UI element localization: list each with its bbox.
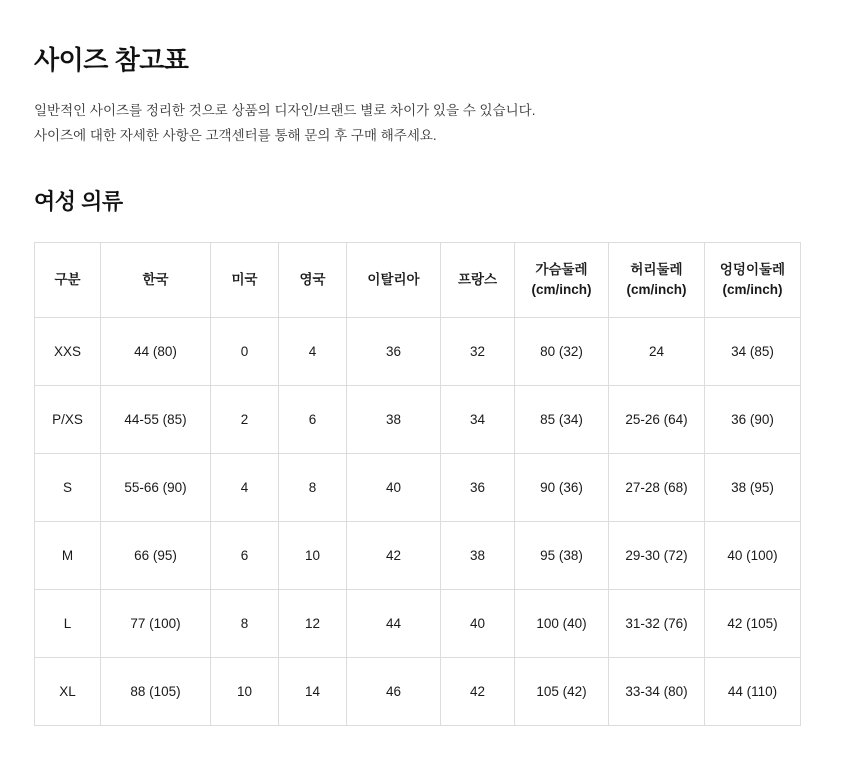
cell-france: 34 xyxy=(441,385,515,453)
cell-italy: 46 xyxy=(347,657,441,725)
cell-italy: 42 xyxy=(347,521,441,589)
cell-size-label: M xyxy=(35,521,101,589)
cell-waist: 25-26 (64) xyxy=(609,385,705,453)
cell-bust: 85 (34) xyxy=(515,385,609,453)
cell-korea: 88 (105) xyxy=(101,657,211,725)
column-header-uk xyxy=(279,242,347,317)
cell-bust: 95 (38) xyxy=(515,521,609,589)
cell-bust: 100 (40) xyxy=(515,589,609,657)
cell-france: 36 xyxy=(441,453,515,521)
column-header-label: 프랑스 xyxy=(457,272,498,288)
cell-bust: 90 (36) xyxy=(515,453,609,521)
cell-hip: 44 (110) xyxy=(705,657,801,725)
cell-italy: 40 xyxy=(347,453,441,521)
cell-italy: 38 xyxy=(347,385,441,453)
column-header-label: 엉덩이둘레 xyxy=(719,262,786,278)
column-header-unit: (cm/inch) xyxy=(722,281,783,297)
cell-hip: 34 (85) xyxy=(705,317,801,385)
cell-bust: 105 (42) xyxy=(515,657,609,725)
column-header-korea xyxy=(101,242,211,317)
cell-uk: 4 xyxy=(279,317,347,385)
cell-usa: 4 xyxy=(211,453,279,521)
cell-size-label: L xyxy=(35,589,101,657)
cell-bust: 80 (32) xyxy=(515,317,609,385)
size-chart-table xyxy=(34,242,801,726)
cell-uk: 6 xyxy=(279,385,347,453)
cell-hip: 40 (100) xyxy=(705,521,801,589)
cell-waist: 29-30 (72) xyxy=(609,521,705,589)
table-row xyxy=(35,385,801,453)
cell-italy: 44 xyxy=(347,589,441,657)
table-row xyxy=(35,521,801,589)
cell-waist: 24 xyxy=(609,317,705,385)
cell-size-label: XXS xyxy=(35,317,101,385)
cell-uk: 14 xyxy=(279,657,347,725)
cell-france: 42 xyxy=(441,657,515,725)
intro-line-2: 사이즈에 대한 자세한 사항은 고객센터를 통해 문의 후 구매 해주세요. xyxy=(34,127,437,143)
cell-korea: 44-55 (85) xyxy=(101,385,211,453)
intro-paragraph xyxy=(34,99,826,149)
column-header-unit: (cm/inch) xyxy=(531,281,592,297)
cell-waist: 27-28 (68) xyxy=(609,453,705,521)
cell-size-label: XL xyxy=(35,657,101,725)
cell-usa: 6 xyxy=(211,521,279,589)
table-row xyxy=(35,317,801,385)
cell-korea: 55-66 (90) xyxy=(101,453,211,521)
column-header-label: 가슴둘레 xyxy=(535,262,588,278)
table-row xyxy=(35,657,801,725)
column-header-label: 구분 xyxy=(54,272,81,288)
cell-usa: 2 xyxy=(211,385,279,453)
cell-france: 32 xyxy=(441,317,515,385)
column-header-bust xyxy=(515,242,609,317)
column-header-label: 미국 xyxy=(231,272,258,288)
column-header-label: 한국 xyxy=(142,272,169,288)
cell-uk: 8 xyxy=(279,453,347,521)
table-row xyxy=(35,589,801,657)
column-header-usa xyxy=(211,242,279,317)
column-header-label: 이탈리아 xyxy=(367,272,420,288)
cell-uk: 10 xyxy=(279,521,347,589)
cell-size-label: S xyxy=(35,453,101,521)
table-header xyxy=(35,242,801,317)
cell-france: 38 xyxy=(441,521,515,589)
column-header-france xyxy=(441,242,515,317)
cell-usa: 0 xyxy=(211,317,279,385)
cell-hip: 42 (105) xyxy=(705,589,801,657)
column-header-unit: (cm/inch) xyxy=(626,281,687,297)
table-body xyxy=(35,317,801,725)
page-title: 사이즈 참고표 xyxy=(34,45,189,75)
section-title-womens-apparel: 여성 의류 xyxy=(34,188,123,214)
cell-hip: 38 (95) xyxy=(705,453,801,521)
cell-korea: 77 (100) xyxy=(101,589,211,657)
column-header-waist xyxy=(609,242,705,317)
intro-line-1: 일반적인 사이즈를 정리한 것으로 상품의 디자인/브랜드 별로 차이가 있을 수 있습니다. xyxy=(34,103,536,118)
cell-italy: 36 xyxy=(347,317,441,385)
cell-usa: 10 xyxy=(211,657,279,725)
column-header-category xyxy=(35,242,101,317)
cell-waist: 33-34 (80) xyxy=(609,657,705,725)
table-row xyxy=(35,453,801,521)
cell-usa: 8 xyxy=(211,589,279,657)
cell-korea: 66 (95) xyxy=(101,521,211,589)
cell-size-label: P/XS xyxy=(35,385,101,453)
column-header-label: 허리둘레 xyxy=(630,262,683,278)
cell-korea: 44 (80) xyxy=(101,317,211,385)
column-header-label: 영국 xyxy=(299,272,326,288)
column-header-hip xyxy=(705,242,801,317)
cell-france: 40 xyxy=(441,589,515,657)
table-header-row xyxy=(35,242,801,317)
cell-hip: 36 (90) xyxy=(705,385,801,453)
column-header-italy xyxy=(347,242,441,317)
cell-waist: 31-32 (76) xyxy=(609,589,705,657)
cell-uk: 12 xyxy=(279,589,347,657)
